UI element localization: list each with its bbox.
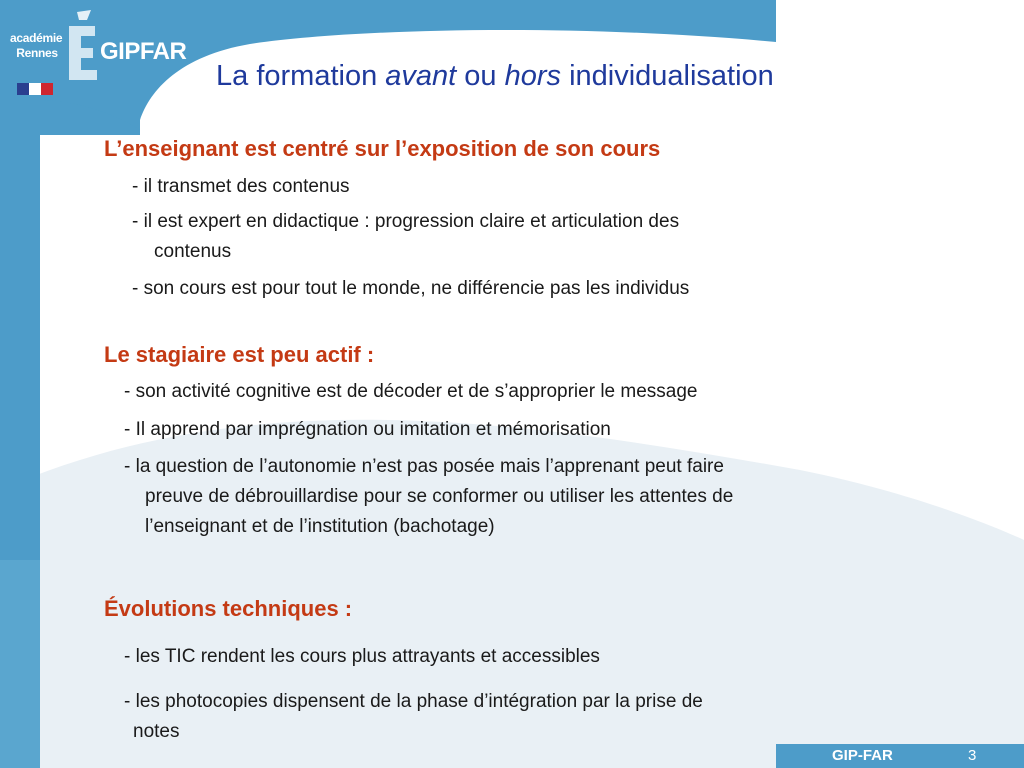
e-accent-logo-icon — [65, 10, 101, 82]
republique-francaise-flag-icon — [17, 83, 53, 95]
section3-line: - les TIC rendent les cours plus attrayants et accessibles — [124, 646, 600, 667]
section1-line: contenus — [154, 241, 232, 262]
title-part2: ou — [456, 60, 505, 92]
section2-line: - Il apprend par imprégnation ou imitation et mémorisation — [124, 419, 611, 440]
left-band-bottom — [0, 560, 40, 768]
section-heading-stagiaire: Le stagiaire est peu actif : — [104, 342, 375, 367]
title-part3: individualisation — [561, 60, 774, 92]
slide-title — [216, 60, 976, 93]
title-avant: avant — [385, 60, 457, 92]
section2-line: preuve de débrouillardise pour se conformer ou utiliser les attentes de — [145, 486, 734, 507]
section3-line: - les photocopies dispensent de la phase d’intégration par la prise de — [124, 691, 703, 712]
logo-rennes-text: Rennes — [16, 46, 58, 60]
section2-line: - son activité cognitive est de décoder et de s’approprier le message — [124, 381, 698, 402]
section2-line: - la question de l’autonomie n’est pas posée mais l’apprenant peut faire — [124, 456, 724, 477]
section1-line: - il transmet des contenus — [132, 176, 350, 197]
footer-label: GIP-FAR — [832, 747, 893, 764]
slide-number: 3 — [968, 747, 977, 764]
section3-line: notes — [133, 721, 180, 742]
logo-gipfar-text: GIPFAR — [100, 38, 187, 65]
section-heading-enseignant: L’enseignant est centré sur l’exposition de son cours — [104, 136, 661, 161]
section2-line: l’enseignant et de l’institution (bachotage) — [145, 516, 495, 537]
title-part1: La formation — [216, 60, 386, 92]
title-hors: hors — [504, 60, 562, 92]
footer-bar — [776, 744, 1024, 768]
section1-line: - son cours est pour tout le monde, ne différencie pas les individus — [132, 278, 690, 299]
section1-line: - il est expert en didactique : progression claire et articulation des — [132, 211, 680, 232]
logo-academie-text: académie — [10, 31, 63, 45]
section-heading-evolutions: Évolutions techniques : — [104, 596, 353, 621]
